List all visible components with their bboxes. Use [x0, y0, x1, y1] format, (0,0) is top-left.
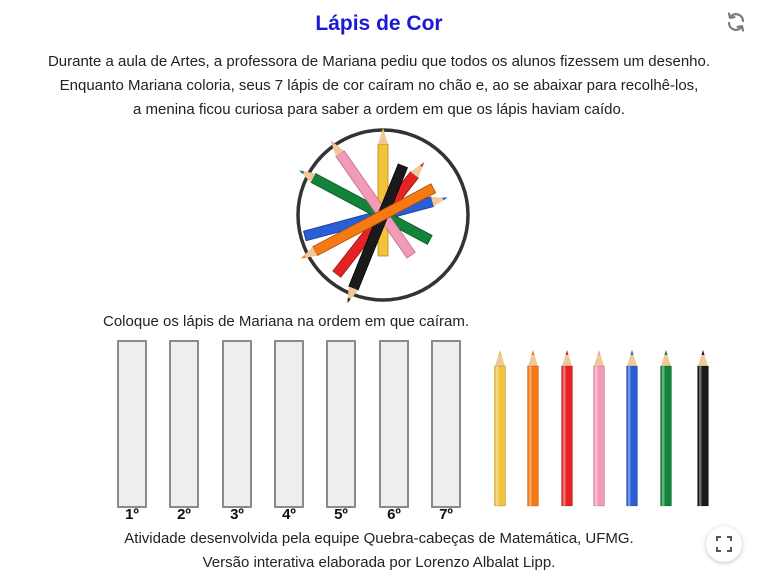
pencil-yellow[interactable] [493, 350, 507, 508]
credit-line-2: Versão interativa elaborada por Lorenzo Albalat Lipp. [202, 554, 556, 571]
slot-label-4: 4º [282, 506, 296, 523]
pencil-pink[interactable] [592, 350, 606, 508]
page-title: Lápis de Cor [315, 12, 443, 35]
pencil-green[interactable] [659, 350, 673, 508]
answer-slot-3[interactable] [222, 340, 252, 508]
fullscreen-button[interactable] [706, 526, 742, 562]
credit-line-1: Atividade desenvolvida pela equipe Quebra-cabeças de Matemática, UFMG. [124, 530, 634, 547]
answer-slot-4[interactable] [274, 340, 304, 508]
answer-slot-1[interactable] [117, 340, 147, 508]
pencil-red[interactable] [560, 350, 574, 508]
slot-label-3: 3º [230, 506, 244, 523]
answer-slot-5[interactable] [326, 340, 356, 508]
slot-label-5: 5º [334, 506, 348, 523]
refresh-icon [724, 10, 748, 34]
instruction-text: Coloque os lápis de Mariana na ordem em que caíram. [103, 313, 470, 330]
slot-label-6: 6º [387, 506, 401, 523]
answer-slot-2[interactable] [169, 340, 199, 508]
fallen-pencils-illustration [294, 124, 472, 306]
answer-slot-6[interactable] [379, 340, 409, 508]
answer-slot-7[interactable] [431, 340, 461, 508]
intro-line: a menina ficou curiosa para saber a ordem em que os lápis haviam caído. [133, 101, 625, 118]
slot-label-7: 7º [439, 506, 453, 523]
slot-label-2: 2º [177, 506, 191, 523]
pencil-orange[interactable] [526, 350, 540, 508]
refresh-button[interactable] [724, 10, 748, 34]
intro-line: Enquanto Mariana coloria, seus 7 lápis de cor caíram no chão e, ao se abaixar para recolhê-los, [59, 77, 699, 94]
intro-line: Durante a aula de Artes, a professora de Mariana pediu que todos os alunos fizessem um desenho. [47, 53, 711, 70]
fullscreen-icon [714, 534, 734, 554]
pencil-black[interactable] [696, 350, 710, 508]
pencil-blue[interactable] [625, 350, 639, 508]
slot-label-1: 1º [125, 506, 139, 523]
intro-text [0, 50, 758, 122]
